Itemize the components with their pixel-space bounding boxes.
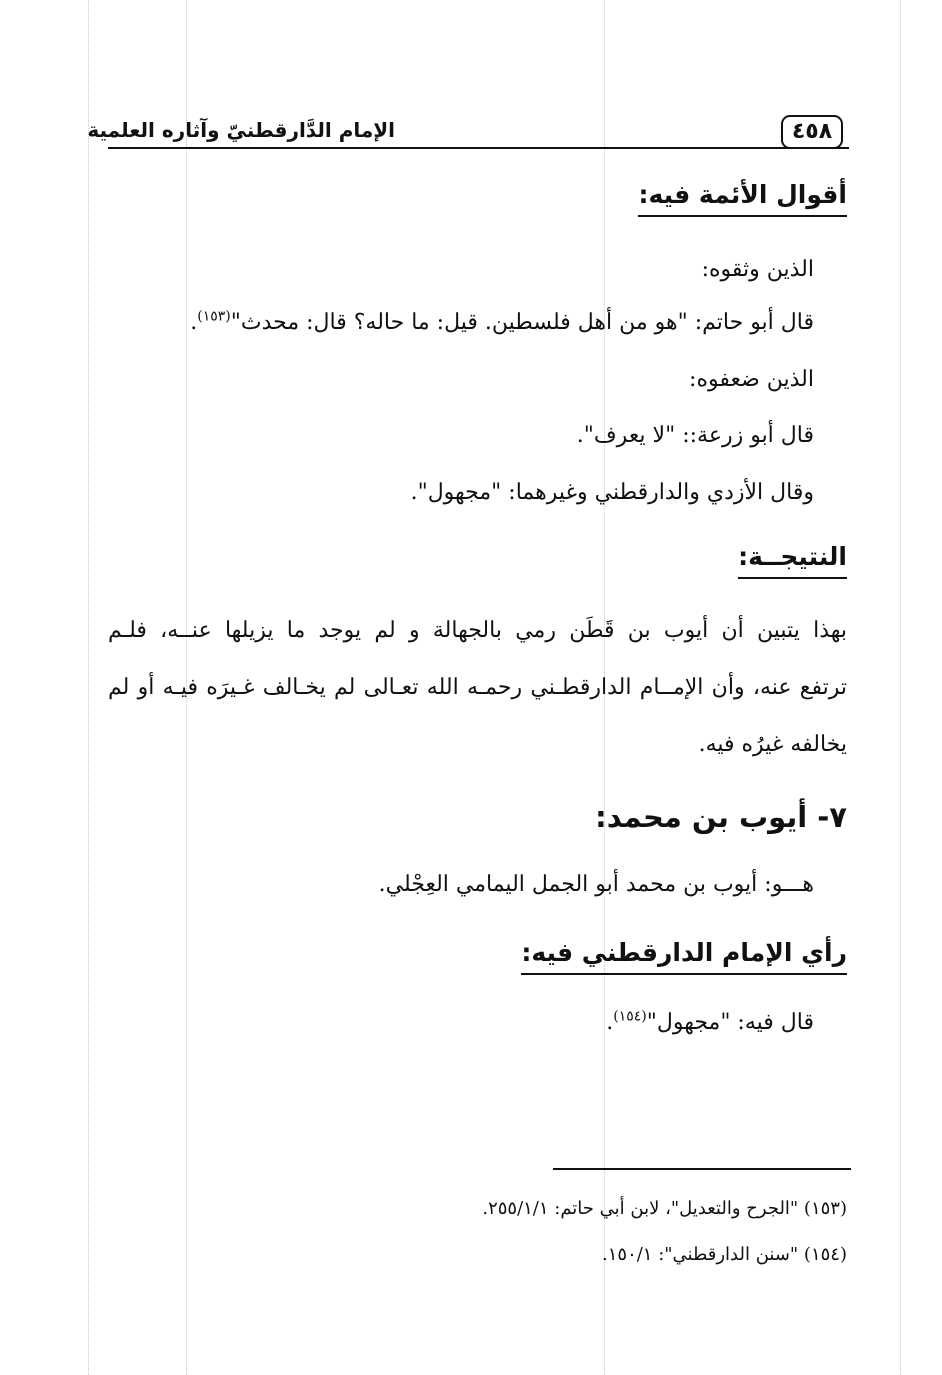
section-heading-imams: أقوال الأئمة فيه: bbox=[638, 180, 847, 217]
footnote-154: (١٥٤) "سنن الدارقطني": ١٥٠/١. bbox=[602, 1244, 847, 1265]
opinion-text: قال فيه: "مجهول" bbox=[646, 1010, 814, 1035]
entry-identity: هـــو: أيوب بن محمد أبو الجمل اليمامي العِجْلي. bbox=[378, 872, 814, 897]
abu-hatim-line bbox=[190, 310, 814, 335]
period: . bbox=[190, 310, 198, 335]
footnote-ref-154: (١٥٤) bbox=[613, 1008, 647, 1025]
footnote-rule bbox=[553, 1168, 851, 1170]
footnote-ref-153: (١٥٣) bbox=[197, 308, 231, 325]
result-line-3: يخالفه غيرُه فيه. bbox=[698, 732, 847, 757]
opinion-line bbox=[606, 1010, 814, 1035]
weakened-label: الذين ضعفوه: bbox=[689, 367, 814, 392]
header-rule bbox=[108, 147, 849, 149]
scan-line bbox=[88, 0, 89, 1375]
page-number: ٤٥٨ bbox=[781, 115, 843, 149]
scan-line bbox=[900, 0, 901, 1375]
trusted-label: الذين وثقوه: bbox=[701, 257, 814, 282]
running-title: الإمام الدَّارقطنيّ وآثاره العلمية bbox=[87, 118, 395, 142]
entry-heading: ٧- أيوب بن محمد: bbox=[595, 800, 847, 834]
footnote-153: (١٥٣) "الجرح والتعديل"، لابن أبي حاتم: ٢٥٥/١/١. bbox=[482, 1198, 847, 1219]
abu-hatim-quote: قال أبو حاتم: "هو من أهل فلسطين. قيل: ما حاله؟ قال: محدث" bbox=[230, 310, 814, 335]
azdi-line: وقال الأزدي والدارقطني وغيرهما: "مجهول". bbox=[410, 480, 814, 505]
abu-zura-line: قال أبو زرعة:: "لا يعرف". bbox=[576, 423, 814, 448]
result-line-1: بهذا يتبين أن أيوب بن قَطَن رمي بالجهالة و لم يوجد ما يزيلها عنــه، فلـم bbox=[108, 618, 848, 643]
section-heading-result: النتيجــة: bbox=[738, 542, 847, 579]
period: . bbox=[606, 1010, 614, 1035]
section-heading-opinion: رأي الإمام الدارقطني فيه: bbox=[521, 938, 847, 975]
result-line-2: ترتفع عنه، وأن الإمــام الدارقطـني رحمـه الله تعـالى لم يخـالف غـيرَه فيـه أو لم bbox=[108, 675, 847, 700]
